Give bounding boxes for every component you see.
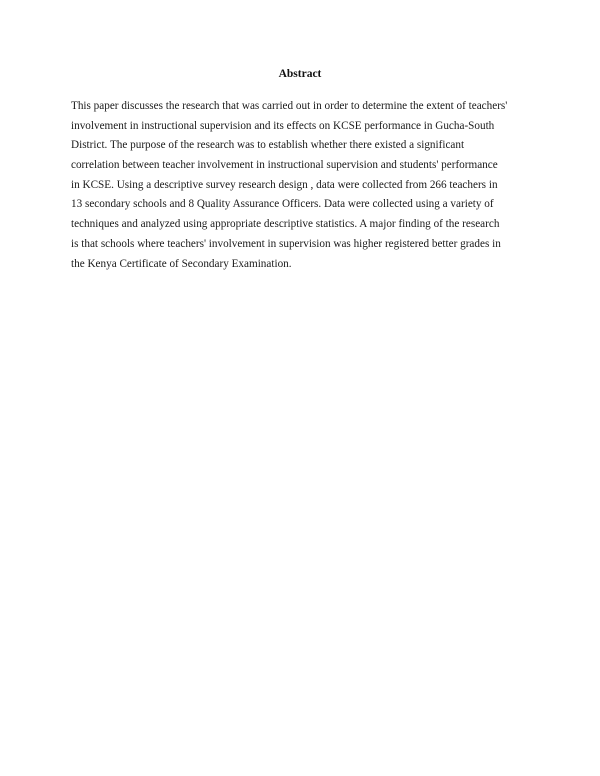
abstract-line-1: This paper discusses the research that was carried out in order to determine the extent of teachers' — [71, 100, 508, 112]
abstract-line-6: 13 secondary schools and 8 Quality Assurance Officers. Data were collected using a variety of — [71, 198, 494, 211]
abstract-line-3: District. The purpose of the research was to establish whether there existed a significant — [71, 139, 465, 152]
abstract-line-9: the Kenya Certificate of Secondary Examination. — [71, 257, 292, 270]
abstract-heading: Abstract — [278, 68, 322, 80]
abstract-body — [71, 97, 541, 274]
abstract-line-8: is that schools where teachers' involvement in supervision was higher registered better grades in — [71, 237, 501, 250]
abstract-line-7: techniques and analyzed using appropriate descriptive statistics. A major finding of the research — [71, 218, 500, 231]
abstract-line-2: involvement in instructional supervision and its effects on KCSE performance in Gucha-South — [71, 119, 495, 132]
abstract-line-4: correlation between teacher involvement in instructional supervision and students' performance — [71, 159, 498, 172]
abstract-line-5: in KCSE. Using a descriptive survey research design , data were collected from 266 teachers in — [71, 178, 498, 191]
